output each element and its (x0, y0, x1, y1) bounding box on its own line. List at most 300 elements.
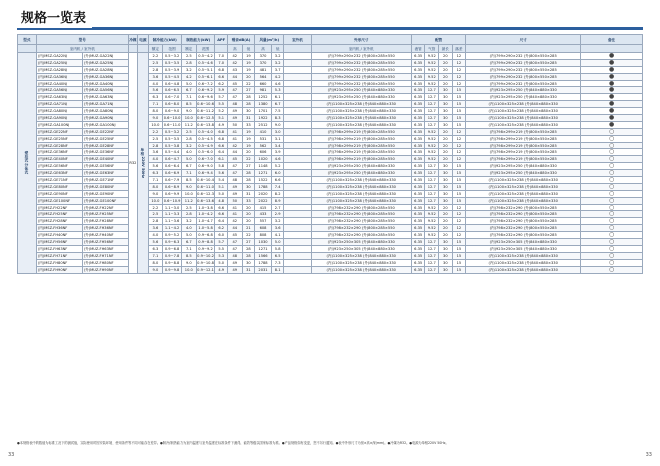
height-drop: 12 (452, 204, 466, 211)
air-low: 5.3 (271, 87, 284, 94)
noise-low: 27 (242, 239, 255, 246)
noise-high: 47 (227, 245, 242, 252)
indoor-model: (内)MSZ-FH28NF (36, 218, 82, 225)
dimensions: (内)799×290×232 (外)800×550×285 (466, 59, 581, 66)
note-mark: ○ (581, 149, 643, 156)
gas-pipe: 9.52 (425, 204, 439, 211)
sub-heat-rated: 额定 (182, 45, 197, 53)
noise-high: 47 (227, 170, 242, 177)
air-low: 2.7 (271, 204, 284, 211)
heat-range: 0.5~4.0 (196, 128, 215, 135)
liquid-pipe: 6.35 (411, 204, 425, 211)
col-dims: 尺寸 (466, 35, 581, 45)
apf: 6.6 (215, 204, 228, 211)
outdoor-cell (284, 211, 311, 218)
gas-pipe: 9.52 (425, 149, 439, 156)
dimensions: (内)799×290×232 (外)800×550×285 (466, 66, 581, 73)
gas-pipe: 12.7 (425, 108, 439, 115)
col-size: 外形尺寸 (311, 35, 411, 45)
max-length: 30 (439, 245, 453, 252)
max-length: 20 (439, 53, 453, 60)
table-row (18, 66, 643, 73)
cool-rated: 10.0 (148, 121, 163, 128)
page-number-right: 33 (645, 452, 652, 458)
cool-rated: 2.2 (148, 204, 163, 211)
apf: 5.9 (215, 87, 228, 94)
air-low: 9.0 (271, 121, 284, 128)
outdoor-cell (284, 87, 311, 94)
size: (内)923×295×250 (外)840×880×330 (311, 170, 411, 177)
air-low: 5.2 (271, 163, 284, 170)
apf: 7.0 (215, 59, 228, 66)
dimensions: (内)1100×325×238 (外)840×880×330 (466, 101, 581, 108)
air-low: 3.7 (271, 66, 284, 73)
cool-range: 0.5~3.2 (163, 128, 182, 135)
max-length: 20 (439, 135, 453, 142)
indoor-model: (内)MSZ-GE22NF (36, 128, 82, 135)
title-rule (17, 27, 643, 30)
outdoor-cell (284, 252, 311, 259)
air-high: 808 (255, 232, 272, 239)
noise-high: 41 (227, 204, 242, 211)
table-row (18, 211, 643, 218)
height-drop: 15 (452, 177, 466, 184)
note-mark: ● (581, 73, 643, 80)
table-row (18, 204, 643, 211)
air-high: 481 (255, 66, 272, 73)
gas-pipe: 12.7 (425, 121, 439, 128)
sub-cool-rated: 额定 (148, 45, 163, 53)
outdoor-cell (284, 115, 311, 122)
cool-range: 0.5~3.5 (163, 59, 182, 66)
noise-high: 44 (227, 73, 242, 80)
indoor-model: (内)MSZ-FH36NF (36, 225, 82, 232)
gas-pipe: 12.7 (425, 259, 439, 266)
size: (内)1100×325×238 (外)840×880×330 (311, 266, 411, 273)
air-high: 564 (255, 73, 272, 80)
heat-range: 0.6~7.0 (196, 156, 215, 163)
size: (内)1100×325×238 (外)840×880×330 (311, 108, 411, 115)
cool-range: 0.6~11.0 (163, 122, 181, 127)
height-drop: 15 (452, 94, 466, 101)
outdoor-cell (284, 142, 311, 149)
outdoor-cell (284, 177, 311, 184)
outdoor-cell (284, 232, 311, 239)
gas-pipe: 9.52 (425, 59, 439, 66)
heat-rated: 10.0 (182, 190, 197, 197)
gas-pipe: 9.52 (425, 156, 439, 163)
cool-rated: 3.6 (148, 73, 163, 80)
outdoor-model: (外)MUZ-GE100NF (82, 197, 128, 204)
noise-high: 41 (227, 211, 242, 218)
height-drop: 15 (452, 87, 466, 94)
table-row (18, 163, 643, 170)
liquid-pipe: 6.35 (411, 218, 425, 225)
apf: 5.8 (215, 163, 228, 170)
outdoor-cell (284, 94, 311, 101)
liquid-pipe: 6.35 (411, 252, 425, 259)
apf: 6.4 (215, 149, 228, 156)
apf: 4.9 (215, 266, 228, 273)
noise-high: 41 (227, 135, 242, 142)
cool-range: 0.5~3.8 (163, 142, 182, 149)
cool-range: 0.5~4.4 (163, 149, 182, 156)
cool-rated: 7.1 (148, 101, 163, 108)
cool-range: 0.6~10.0 (163, 115, 181, 120)
sub-outdoor (284, 45, 311, 53)
max-length: 30 (439, 252, 453, 259)
outdoor-model: (外)MUZ-FH22NF (82, 204, 128, 211)
height-drop: 15 (452, 252, 466, 259)
spec-table-body (18, 53, 643, 274)
dimensions: (内)798×299×219 (外)800×550×285 (466, 142, 581, 149)
apf: 5.0 (215, 190, 228, 197)
gas-pipe: 9.52 (425, 53, 439, 60)
dimensions: (内)798×232×290 (外)800×550×285 (466, 211, 581, 218)
dimensions: (内)799×290×232 (外)800×550×285 (466, 53, 581, 60)
liquid-pipe: 6.35 (411, 101, 425, 108)
note-mark: ● (581, 87, 643, 94)
air-high: 660 (255, 80, 272, 87)
indoor-model: (内)MSZ-GA80NJ (36, 108, 82, 115)
cool-rated: 3.6 (148, 225, 163, 232)
heat-rated: 8.5 (182, 101, 197, 108)
apf: 6.1 (215, 156, 228, 163)
apf: 4.8 (215, 197, 228, 204)
air-high: 370 (255, 53, 272, 60)
noise-low: 19 (242, 59, 255, 66)
outdoor-model: (外)MUZ-GA71NJ (82, 101, 128, 108)
indoor-model: (内)MSZ-GA90NJ (36, 115, 82, 122)
table-row (18, 80, 643, 87)
height-drop: 15 (452, 101, 466, 108)
outdoor-model: (外)MUZ-FH80NF (82, 259, 128, 266)
outdoor-cell (284, 197, 311, 204)
note-mark: ○ (581, 252, 643, 259)
col-pipe: 配管 (411, 35, 465, 45)
indoor-model: (内)MSZ-GA25NJ (36, 59, 82, 66)
gas-pipe: 12.7 (425, 101, 439, 108)
liquid-pipe: 6.35 (411, 149, 425, 156)
air-low: 8.3 (271, 115, 284, 122)
air-high: 1566 (255, 252, 272, 259)
size: (内)798×299×219 (外)800×285×550 (311, 156, 411, 163)
outdoor-cell (284, 190, 311, 197)
note-mark: ● (581, 53, 643, 60)
table-row (18, 190, 643, 197)
outdoor-model: (外)MUZ-GA36NJ (82, 73, 128, 80)
air-high: 1271 (255, 170, 272, 177)
gas-pipe: 12.7 (425, 115, 439, 122)
indoor-model: (内)MSZ-GA100NJ (36, 121, 82, 128)
size: (内)1100×325×238 (外)840×880×330 (311, 252, 411, 259)
max-length: 20 (439, 142, 453, 149)
cool-range: 1.1~4.2 (163, 225, 182, 232)
max-length: 30 (439, 239, 453, 246)
indoor-model: (内)MSZ-GA28NJ (36, 66, 82, 73)
cool-rated: 2.2 (148, 128, 163, 135)
liquid-pipe: 6.35 (411, 108, 425, 115)
height-drop: 12 (452, 211, 466, 218)
table-row (18, 101, 643, 108)
liquid-pipe: 6.35 (411, 80, 425, 87)
noise-low: 20 (242, 218, 255, 225)
dimensions: (内)923×295×250 (外)840×880×330 (466, 94, 581, 101)
title-bar (17, 10, 643, 30)
table-row (18, 108, 643, 115)
apf: 6.2 (215, 225, 228, 232)
gas-pipe: 9.52 (425, 218, 439, 225)
noise-low: 21 (242, 225, 255, 232)
indoor-model: (内)MSZ-GE71NF (36, 177, 82, 184)
heat-rated: 6.7 (182, 163, 197, 170)
cool-range: 0.5~4.5 (163, 73, 182, 80)
table-row (18, 266, 643, 273)
liquid-pipe: 6.35 (411, 259, 425, 266)
size: (内)1100×325×238 (外)840×880×330 (311, 183, 411, 190)
cool-range: 0.6~6.4 (163, 163, 182, 170)
heat-range: 1.0~4.7 (196, 218, 215, 225)
size: (内)1100×325×238 (外)840×880×330 (311, 197, 411, 204)
liquid-pipe: 6.35 (411, 232, 425, 239)
dimensions: (内)923×295×250 (外)840×880×330 (466, 163, 581, 170)
sub-note (581, 45, 643, 53)
gas-pipe: 9.52 (425, 80, 439, 87)
table-row (18, 239, 643, 246)
note-mark: ○ (581, 239, 643, 246)
noise-high: 48 (227, 177, 242, 184)
heat-range: 0.9~6.8 (196, 232, 215, 239)
gas-pipe: 9.52 (425, 128, 439, 135)
note-mark: ● (581, 108, 643, 115)
gas-pipe: 12.7 (425, 87, 439, 94)
air-low: 6.6 (271, 177, 284, 184)
noise-low: 20 (242, 211, 255, 218)
liquid-pipe: 6.35 (411, 163, 425, 170)
air-low: 7.5 (271, 108, 284, 115)
heat-rated: 4.2 (182, 73, 197, 80)
air-low: 5.8 (271, 245, 284, 252)
liquid-pipe: 6.35 (411, 170, 425, 177)
heat-rated: 4.0 (182, 225, 197, 232)
gas-pipe: 9.52 (425, 142, 439, 149)
col-note: 备注 (581, 35, 643, 45)
height-drop: 15 (452, 190, 466, 197)
indoor-model: (内)MSZ-GE40NF (36, 156, 82, 163)
table-row (18, 149, 643, 156)
cool-range: 1.1~3.0 (163, 204, 182, 211)
cool-range: 0.6~7.0 (163, 94, 182, 101)
indoor-model: (内)MSZ-FH63NF (36, 245, 82, 252)
liquid-pipe: 6.35 (411, 73, 425, 80)
indoor-model: (内)MSZ-FH90NF (36, 266, 82, 273)
air-high: 608 (255, 225, 272, 232)
air-low: 4.6 (271, 80, 284, 87)
indoor-model: (内)MSZ-GA40NJ (36, 80, 82, 87)
max-length: 20 (439, 156, 453, 163)
size: (内)923×295×250 (外)840×880×330 (311, 163, 411, 170)
height-drop: 15 (452, 197, 466, 204)
air-high: 1788 (255, 259, 272, 266)
cool-range: 0.6~7.9 (163, 177, 182, 184)
liquid-pipe: 6.35 (411, 53, 425, 60)
indoor-model: (内)MSZ-GA36NJ (36, 73, 82, 80)
heat-range: 0.5~4.5 (196, 135, 215, 142)
cool-rated: 3.6 (148, 149, 163, 156)
indoor-model: (内)MSZ-GE56NF (36, 163, 82, 170)
indoor-model: (内)MSZ-GE100NF (36, 197, 82, 204)
noise-low: 20 (242, 73, 255, 80)
note-mark: ○ (581, 211, 643, 218)
cool-range: 0.9~5.2 (163, 232, 182, 239)
liquid-pipe: 6.35 (411, 245, 425, 252)
heat-rated: 9.0 (182, 259, 197, 266)
noise-low: 30 (242, 259, 255, 266)
cool-rated: 4.0 (148, 232, 163, 239)
apf: 5.7 (215, 94, 228, 101)
outdoor-cell (284, 183, 311, 190)
sub-power (138, 45, 148, 53)
note-mark: ○ (581, 266, 643, 273)
max-length: 20 (439, 149, 453, 156)
sub-ref (128, 45, 137, 53)
outdoor-model: (外)MUZ-FH40NF (82, 232, 128, 239)
sub-apf (215, 45, 228, 53)
max-length: 30 (439, 177, 453, 184)
outdoor-model: (外)MUZ-GE40NF (82, 156, 128, 163)
cool-rated: 2.8 (148, 218, 163, 225)
height-drop: 12 (452, 66, 466, 73)
liquid-pipe: 6.35 (411, 266, 425, 273)
noise-high: 42 (227, 53, 242, 60)
heat-range: 1.0~3.8 (196, 204, 215, 211)
outdoor-model: (外)MUZ-GE63NF (82, 170, 128, 177)
heat-range: 0.6~11.0 (197, 184, 214, 189)
col-heat: 制热能力(kW) (182, 35, 215, 45)
spec-table-wrap (17, 34, 643, 439)
outdoor-cell (284, 170, 311, 177)
cool-rated: 2.5 (148, 211, 163, 218)
liquid-pipe: 6.35 (411, 239, 425, 246)
size: (内)799×290×232 (外)800×285×550 (311, 73, 411, 80)
size: (内)923×295×250 (外)840×880×330 (311, 94, 411, 101)
cool-rated: 6.3 (148, 245, 163, 252)
outdoor-model: (外)MUZ-GA28NJ (82, 66, 128, 73)
refrigerant: R32 (128, 53, 137, 274)
note-mark: ○ (581, 170, 643, 177)
air-low: 4.1 (271, 232, 284, 239)
max-length: 30 (439, 121, 453, 128)
outdoor-model: (外)MUZ-FH56NF (82, 239, 128, 246)
sub-gas: 气管 (425, 45, 439, 53)
max-length: 20 (439, 211, 453, 218)
outdoor-model: (外)MUZ-FH71NF (82, 252, 128, 259)
outdoor-cell (284, 59, 311, 66)
max-length: 30 (439, 266, 453, 273)
sub-model: 室内机 / 室外机 (36, 45, 128, 53)
col-refrigerant: 冷媒 (128, 35, 137, 45)
cool-range: 0.9~6.3 (163, 239, 182, 246)
noise-low: 28 (242, 177, 255, 184)
noise-high: 49 (227, 115, 242, 122)
dimensions: (内)798×299×219 (外)800×550×285 (466, 149, 581, 156)
dimensions: (内)1100×325×238 (外)840×880×330 (466, 259, 581, 266)
table-row (18, 73, 643, 80)
apf: 6.6 (215, 211, 228, 218)
group-label: 壁挂式 分体式 (18, 53, 37, 274)
air-high: 433 (255, 211, 272, 218)
height-drop: 12 (452, 128, 466, 135)
dimensions: (内)1100×325×238 (外)840×880×330 (466, 183, 581, 190)
apf: 5.7 (215, 239, 228, 246)
gas-pipe: 12.7 (425, 197, 439, 204)
noise-high: 45 (227, 232, 242, 239)
liquid-pipe: 6.35 (411, 142, 425, 149)
height-drop: 12 (452, 218, 466, 225)
outdoor-cell (284, 225, 311, 232)
size: (内)799×290×232 (外)800×285×550 (311, 66, 411, 73)
indoor-model: (内)MSZ-FH56NF (36, 239, 82, 246)
heat-range: 0.6~10.6 (197, 102, 214, 107)
max-length: 30 (439, 163, 453, 170)
noise-high: 49 (227, 190, 242, 197)
noise-high: 42 (227, 142, 242, 149)
outdoor-model: (外)MUZ-GE28NF (82, 142, 128, 149)
air-high: 562 (255, 142, 272, 149)
apf: 5.1 (215, 115, 228, 122)
cool-range: 0.9~7.8 (163, 252, 182, 259)
size: (内)798×232×290 (外)800×285×550 (311, 232, 411, 239)
cool-range: 0.5~3.5 (163, 135, 182, 142)
cool-rated: 10.0 (148, 197, 163, 204)
cool-rated: 2.8 (148, 66, 163, 73)
air-low: 3.6 (271, 225, 284, 232)
heat-range: 0.9~9.2 (196, 245, 215, 252)
col-outdoor: 室外机 (284, 35, 311, 45)
liquid-pipe: 6.35 (411, 115, 425, 122)
heat-rated: 8.5 (182, 177, 197, 184)
sub-type (18, 45, 37, 53)
noise-low: 19 (242, 53, 255, 60)
max-length: 30 (439, 101, 453, 108)
table-row (18, 128, 643, 135)
dimensions: (内)923×295×250 (外)840×880×330 (466, 170, 581, 177)
size: (内)798×232×290 (外)800×285×550 (311, 204, 411, 211)
air-low: 3.1 (271, 135, 284, 142)
noise-high: 49 (227, 183, 242, 190)
indoor-model: (内)MSZ-FH22NF (36, 204, 82, 211)
outdoor-cell (284, 53, 311, 60)
height-drop: 15 (452, 259, 466, 266)
max-length: 30 (439, 94, 453, 101)
height-drop: 15 (452, 115, 466, 122)
cool-range: 0.9~9.8 (163, 266, 182, 273)
height-drop: 15 (452, 266, 466, 273)
outdoor-model: (外)MUZ-GA22NJ (82, 53, 128, 60)
outdoor-cell (284, 121, 311, 128)
noise-low: 28 (242, 245, 255, 252)
air-low: 6.7 (271, 101, 284, 108)
size: (内)923×250×305 (外)840×880×330 (311, 245, 411, 252)
apf: 6.6 (215, 73, 228, 80)
noise-low: 31 (242, 115, 255, 122)
gas-pipe: 12.7 (425, 177, 439, 184)
note-mark: ○ (581, 156, 643, 163)
heat-range: 0.5~4.6 (196, 59, 215, 66)
sub-air-high: 高 (255, 45, 272, 53)
noise-low: 19 (242, 142, 255, 149)
col-cool: 制冷能力(kW) (148, 35, 181, 45)
